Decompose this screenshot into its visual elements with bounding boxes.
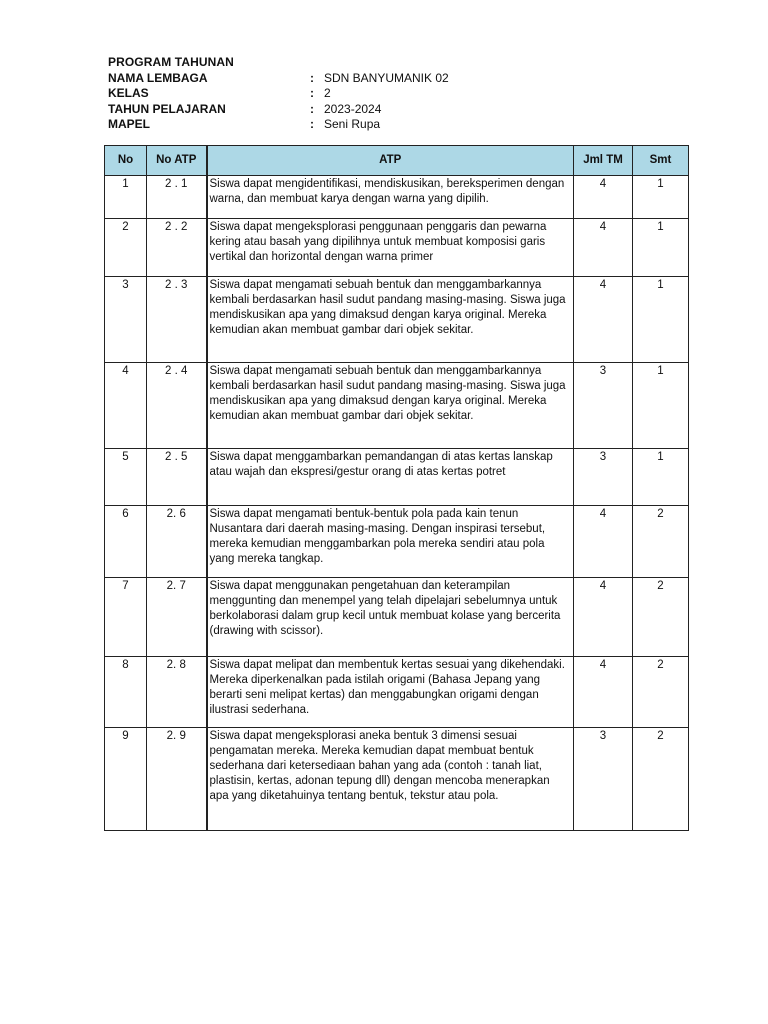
cell-no-atp: 2 . 3 [147, 277, 207, 363]
cell-no-atp: 2 . 2 [147, 219, 207, 277]
cell-smt: 2 [633, 506, 689, 578]
field-value: Seni Rupa [324, 117, 381, 131]
cell-no: 2 [105, 219, 147, 277]
table-row [105, 363, 689, 449]
cell-no-atp: 2. 7 [147, 578, 207, 657]
field-colon: : [310, 117, 314, 131]
cell-no-atp: 2 . 4 [147, 363, 207, 449]
header-field-tahun-pelajaran [108, 102, 449, 118]
table-row [105, 506, 689, 578]
table-row [105, 176, 689, 219]
field-value: 2023-2024 [324, 101, 382, 116]
field-value: 2 [324, 86, 331, 100]
cell-jml-tm: 3 [574, 449, 633, 506]
cell-no: 3 [105, 277, 147, 363]
table-row [105, 657, 689, 728]
cell-no-atp: 2 . 5 [147, 449, 207, 506]
cell-no: 6 [105, 506, 147, 578]
cell-smt: 1 [633, 363, 689, 449]
cell-no: 9 [105, 728, 147, 831]
header-no-atp: No ATP [147, 146, 207, 176]
table-row [105, 277, 689, 363]
field-label: KELAS [108, 86, 149, 100]
cell-no-atp: 2. 9 [147, 728, 207, 831]
table-row [105, 578, 689, 657]
field-label: NAMA LEMBAGA [108, 70, 208, 85]
cell-jml-tm: 4 [574, 657, 633, 728]
cell-atp: Siswa dapat mengamati sebuah bentuk dan menggambarkannya kembali berdasarkan hasil sudut pandang masing-masing. Siswa juga mendiskusikan apa yang dimaksud dengan karya original. Mereka kemudian akan membuat gambar dari objek sekitar. [207, 277, 574, 363]
cell-atp: Siswa dapat mengeksplorasi penggunaan penggaris dan pewarna kering atau basah yang dipilihnya untuk membuat komposisi garis vertikal dan horizontal dengan warna primer [207, 219, 574, 277]
cell-atp: Siswa dapat menggambarkan pemandangan di atas kertas lanskap atau wajah dan ekspresi/gestur orang di atas kertas potret [207, 449, 574, 506]
cell-jml-tm: 3 [574, 363, 633, 449]
header-no: No [105, 146, 147, 176]
cell-smt: 1 [633, 219, 689, 277]
cell-no-atp: 2. 8 [147, 657, 207, 728]
table-row [105, 728, 689, 831]
cell-smt: 1 [633, 176, 689, 219]
cell-atp: Siswa dapat mengamati sebuah bentuk dan menggambarkannya kembali berdasarkan hasil sudut pandang masing-masing. Siswa juga mendiskusikan apa yang dimaksud dengan karya original. Mereka kemudian akan membuat gambar dari objek sekitar. [207, 363, 574, 449]
document-header [108, 55, 449, 133]
header-jml-tm: Jml TM [574, 146, 633, 176]
program-tahunan-table [104, 145, 689, 831]
field-label: TAHUN PELAJARAN [108, 101, 226, 116]
field-colon: : [310, 101, 314, 116]
header-smt: Smt [633, 146, 689, 176]
cell-jml-tm: 4 [574, 506, 633, 578]
cell-smt: 2 [633, 657, 689, 728]
cell-atp: Siswa dapat mengidentifikasi, mendiskusikan, bereksperimen dengan warna, dan membuat karya dengan warna yang dipilih. [207, 176, 574, 219]
cell-jml-tm: 4 [574, 176, 633, 219]
cell-jml-tm: 4 [574, 277, 633, 363]
cell-jml-tm: 3 [574, 728, 633, 831]
cell-atp: Siswa dapat menggunakan pengetahuan dan keterampilan menggunting dan menempel yang telah dipelajari sebelumnya untuk berkolaborasi dalam grup kecil untuk membuat kolase yang bercerita (drawing with scissor). [207, 578, 574, 657]
table-row [105, 219, 689, 277]
cell-no-atp: 2. 6 [147, 506, 207, 578]
field-value: SDN BANYUMANIK 02 [324, 70, 449, 85]
cell-jml-tm: 4 [574, 219, 633, 277]
field-label: MAPEL [108, 117, 150, 131]
field-colon: : [310, 70, 314, 85]
field-colon: : [310, 86, 314, 100]
cell-no: 8 [105, 657, 147, 728]
cell-atp: Siswa dapat mengamati bentuk-bentuk pola pada kain tenun Nusantara dari daerah masing-masing. Dengan inspirasi tersebut, mereka kemudian menggambarkan pola mereka sendiri atau pola yang mereka tangkap. [207, 506, 574, 578]
cell-no: 7 [105, 578, 147, 657]
cell-atp: Siswa dapat melipat dan membentuk kertas sesuai yang dikehendaki. Mereka diperkenalkan pada istilah origami (Bahasa Jepang yang berarti seni melipat kertas) dan menggabungkan origami dengan ilustrasi sederhana. [207, 657, 574, 728]
cell-smt: 1 [633, 449, 689, 506]
cell-no: 1 [105, 176, 147, 219]
cell-atp: Siswa dapat mengeksplorasi aneka bentuk 3 dimensi sesuai pengamatan mereka. Mereka kemudian dapat membuat bentuk sederhana dari ketersediaan bahan yang ada (contoh : tanah liat, plastisin, kertas, adonan tepung dll) dengan mencoba menerapkan apa yang diketahuinya tentang bentuk, tekstur atau pola. [207, 728, 574, 831]
document-title: PROGRAM TAHUNAN [108, 55, 234, 69]
header-field-kelas [108, 86, 449, 102]
table-header-row [105, 146, 689, 176]
header-atp: ATP [207, 146, 574, 176]
table-row [105, 449, 689, 506]
cell-no: 5 [105, 449, 147, 506]
cell-smt: 1 [633, 277, 689, 363]
cell-no-atp: 2 . 1 [147, 176, 207, 219]
cell-smt: 2 [633, 728, 689, 831]
cell-no: 4 [105, 363, 147, 449]
header-field-nama-lembaga [108, 71, 449, 87]
header-field-mapel [108, 117, 449, 133]
cell-smt: 2 [633, 578, 689, 657]
cell-jml-tm: 4 [574, 578, 633, 657]
